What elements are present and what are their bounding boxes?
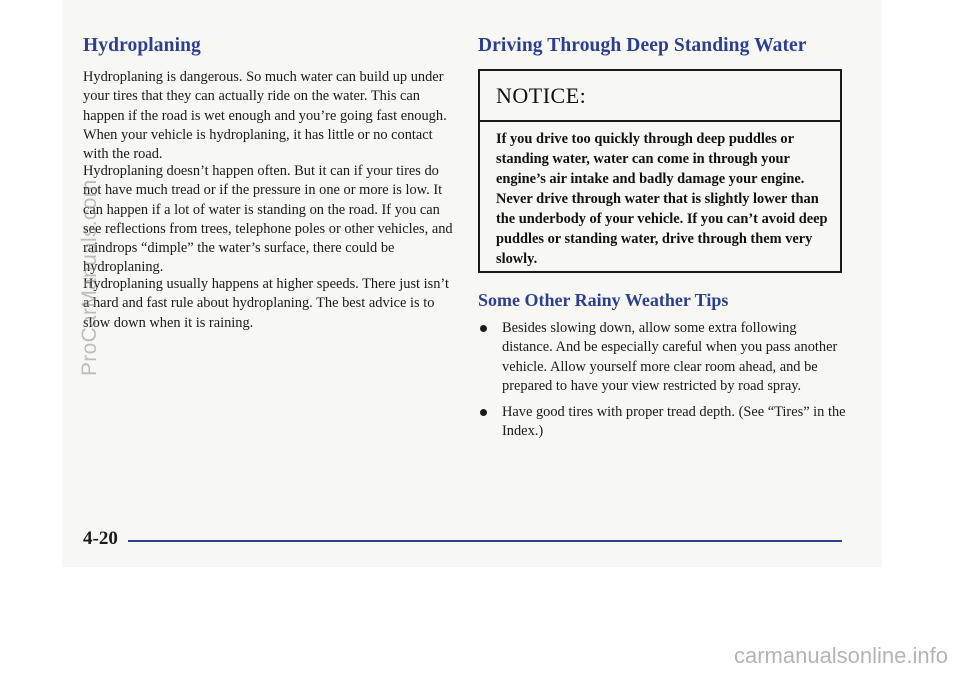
notice-title: NOTICE: xyxy=(496,83,587,108)
hydroplaning-heading: Hydroplaning xyxy=(83,35,201,56)
deep-water-heading: Driving Through Deep Standing Water xyxy=(478,35,807,56)
list-item xyxy=(478,403,848,442)
side-watermark: ProCarManuals.com xyxy=(78,179,101,376)
hydroplaning-paragraph-3: Hydroplaning usually happens at higher speeds. There just isn’t a hard and fast rule about hydroplaning. The best advice is to slow down when it is raining. xyxy=(83,276,449,331)
hydroplaning-paragraph-1: Hydroplaning is dangerous. So much water can build up under your tires that they can actually ride on the water. This can happen if the road is wet enough and you’re going fast enough. When your vehicle is hydroplaning, it has little or no contact with the road. xyxy=(83,69,447,163)
rainy-tips-list xyxy=(478,319,848,449)
notice-divider xyxy=(480,120,840,122)
rainy-tips-heading: Some Other Rainy Weather Tips xyxy=(478,290,729,310)
bullet-icon xyxy=(480,325,487,332)
notice-body: If you drive too quickly through deep puddles or standing water, water can come in through your engine’s air intake and badly damage your engine. Never drive through water that is slightly lower than the underbody of your vehicle. If you can’t avoid deep puddles or standing water, drive through them very slowly. xyxy=(496,131,828,267)
hydroplaning-paragraph-2: Hydroplaning doesn’t happen often. But it can if your tires do not have much tread or if the pressure in one or more is low. It can happen if a lot of water is standing on the road. If you can see reflections from trees, telephone poles or other vehicles, and raindrops “dimple” the water’s surface, there could be hydroplaning. xyxy=(83,163,453,276)
footer-rule xyxy=(128,540,842,542)
bottom-watermark: carmanualsonline.info xyxy=(733,643,948,668)
tip-text: Besides slowing down, allow some extra following distance. And be especially careful when you pass another vehicle. Allow yourself more clear room ahead, and be prepared to have your view restricted by road spray. xyxy=(502,320,838,394)
tip-text: Have good tires with proper tread depth. (See “Tires” in the Index.) xyxy=(502,404,846,440)
bullet-icon xyxy=(480,409,487,416)
page-number: 4-20 xyxy=(83,528,118,549)
notice-box xyxy=(478,69,842,273)
list-item xyxy=(478,319,848,396)
